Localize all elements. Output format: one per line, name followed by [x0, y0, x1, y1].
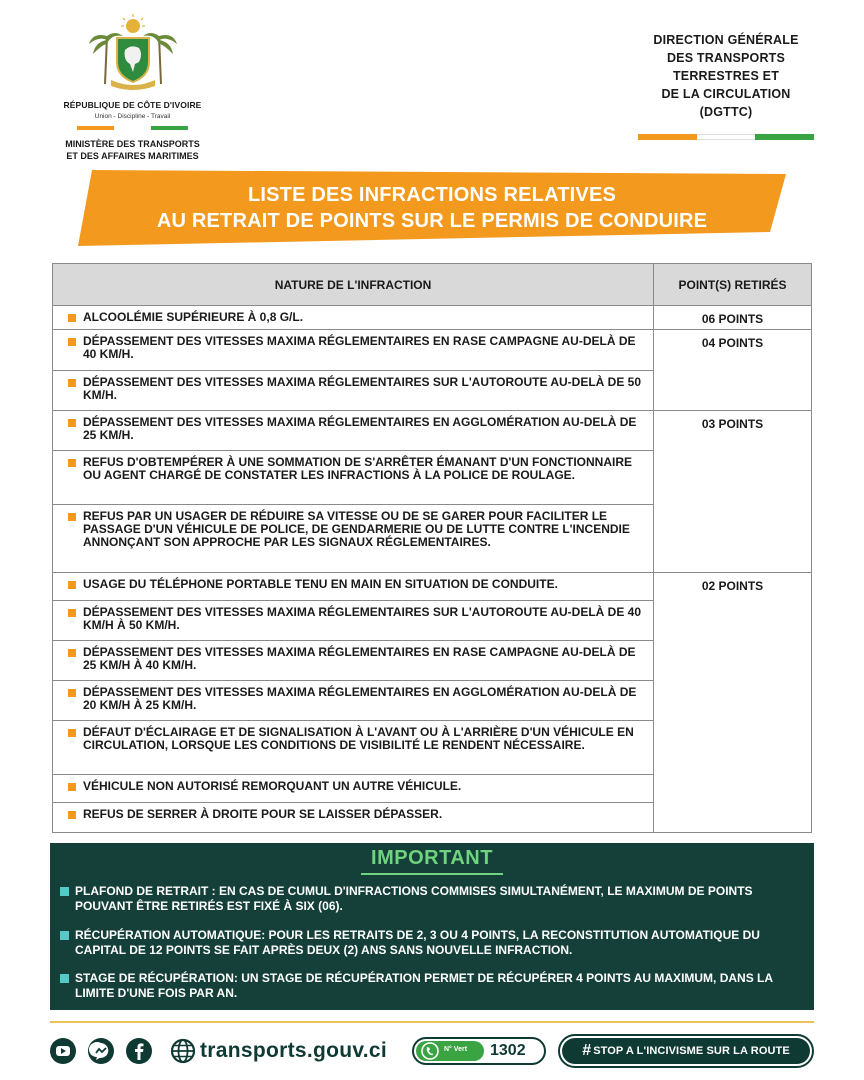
table-row — [53, 681, 653, 721]
national-motto: Union - Discipline - Travail — [94, 113, 171, 120]
points-cell — [654, 330, 811, 411]
infraction-text: DÉPASSEMENT DES VITESSES MAXIMA RÉGLEMENTAIRES EN AGGLOMÉRATION AU-DELÀ DE 25 KM/H. — [83, 415, 637, 443]
important-box — [50, 843, 814, 1010]
bullet-square-icon — [68, 379, 76, 387]
bullet-square-icon — [68, 729, 76, 737]
infraction-text: REFUS D'OBTEMPÉRER À UNE SOMMATION DE S'ARRÊTER ÉMANANT D'UN FONCTIONNAIRE OU AGENT CHARGÉ DE CONSTATER LES INFRACTIONS À LA POLICE DE ROULAGE. — [83, 455, 633, 483]
infractions-table — [52, 263, 812, 833]
table-row — [53, 573, 653, 601]
infraction-text: VÉHICULE NON AUTORISÉ REMORQUANT UN AUTRE VÉHICULE. — [83, 779, 462, 793]
hotline-label-pill — [416, 1041, 484, 1061]
direction-line: DIRECTION GÉNÉRALE — [653, 33, 799, 47]
infraction-text: DÉPASSEMENT DES VITESSES MAXIMA RÉGLEMENTAIRES EN AGGLOMÉRATION AU-DELÀ DE 20 KM/H À 25 KM/H. — [83, 685, 637, 713]
bullet-square-icon — [68, 689, 76, 697]
facebook-icon[interactable] — [126, 1038, 152, 1064]
flag-stripe — [638, 134, 814, 140]
points-cell — [654, 411, 811, 573]
points-value: 02 POINTS — [701, 579, 764, 593]
infraction-text: DÉPASSEMENT DES VITESSES MAXIMA RÉGLEMENTAIRES EN RASE CAMPAGNE AU-DELÀ DE 25 KM/H À 40 KM/H. — [83, 645, 636, 673]
important-item-label: PLAFOND DE RETRAIT : — [75, 884, 216, 898]
hotline-number: 1302 — [490, 1042, 526, 1059]
infraction-text: DÉPASSEMENT DES VITESSES MAXIMA RÉGLEMENTAIRES EN RASE CAMPAGNE AU-DELÀ DE 40 KM/H. — [83, 334, 636, 362]
flag-stripe — [77, 126, 189, 130]
points-value: 04 POINTS — [701, 336, 764, 350]
infraction-text: DÉPASSEMENT DES VITESSES MAXIMA RÉGLEMENTAIRES SUR L'AUTOROUTE AU-DELÀ DE 40 KM/H À 50 KM/H. — [83, 605, 642, 633]
points-value: 06 POINTS — [701, 312, 764, 326]
hashtag-icon: # — [582, 1042, 592, 1059]
bullet-square-icon — [60, 887, 69, 896]
hotline-badge[interactable] — [412, 1037, 546, 1065]
bullet-square-icon — [68, 581, 76, 589]
bullet-square-icon — [68, 459, 76, 467]
table-row — [53, 803, 653, 832]
bullet-square-icon — [68, 314, 76, 322]
points-value: 03 POINTS — [701, 417, 764, 431]
table-row — [53, 411, 653, 451]
header — [0, 0, 864, 165]
messenger-icon[interactable] — [88, 1038, 114, 1064]
coat-of-arms-icon — [85, 14, 181, 92]
table-row — [53, 330, 653, 371]
table-row — [53, 505, 653, 573]
table-row — [53, 306, 653, 330]
phone-icon — [420, 1041, 440, 1061]
column-header-points: POINT(S) RETIRÉS — [653, 264, 811, 306]
campaign-badge — [558, 1034, 814, 1068]
bullet-square-icon — [68, 783, 76, 791]
important-item-text — [75, 971, 797, 1001]
youtube-icon[interactable] — [50, 1038, 76, 1064]
website-link[interactable] — [170, 1038, 387, 1064]
republic-block — [50, 14, 215, 162]
campaign-pill — [562, 1038, 810, 1064]
table-row — [53, 775, 653, 803]
title-underline — [361, 873, 503, 875]
bullet-square-icon — [60, 931, 69, 940]
infraction-text: DÉPASSEMENT DES VITESSES MAXIMA RÉGLEMENTAIRES SUR L'AUTOROUTE AU-DELÀ DE 50 KM/H. — [83, 375, 642, 403]
website-url: transports.gouv.ci — [200, 1039, 388, 1062]
table-row — [53, 601, 653, 641]
direction-line: TERRESTRES ET — [672, 69, 780, 83]
table-row — [53, 721, 653, 775]
bullet-square-icon — [60, 974, 69, 983]
column-header-nature: NATURE DE L'INFRACTION — [274, 278, 432, 292]
important-item-body: EN CAS DE CUMUL D'INFRACTIONS COMMISES SIMULTANÉMENT, LE MAXIMUM DE POINTS POUVANT ÊTRE RETIRÉS EST FIXÉ À SIX (06). — [75, 884, 753, 913]
country-name: RÉPUBLIQUE DE CÔTE D'IVOIRE — [63, 100, 202, 110]
table-row — [53, 451, 653, 505]
important-title: IMPORTANT — [371, 847, 493, 869]
bullet-square-icon — [68, 649, 76, 657]
title-line-1: LISTE DES INFRACTIONS RELATIVES — [247, 184, 617, 206]
infraction-text: REFUS DE SERRER À DROITE POUR SE LAISSER DÉPASSER. — [83, 807, 443, 821]
important-item-label: STAGE DE RÉCUPÉRATION: — [75, 971, 238, 985]
direction-line: (DGTTC) — [699, 105, 753, 119]
important-item-text — [75, 884, 797, 914]
infraction-text: REFUS PAR UN USAGER DE RÉDUIRE SA VITESSE OU DE SE GARER POUR FACILITER LE PASSAGE D'UN VÉHICULE DE POLICE, DE GENDARMERIE OU DE LUTTE CONTRE L'INCENDIE ANNONÇANT SON APPROCHE PAR LES SIGNAUX RÉGLEMENTAIRES. — [83, 509, 630, 550]
direction-name — [638, 31, 814, 121]
title-banner — [78, 170, 786, 246]
infraction-text: ALCOOLÉMIE SUPÉRIEURE À 0,8 G/L. — [83, 310, 304, 324]
bullet-square-icon — [68, 513, 76, 521]
page-title — [78, 182, 786, 234]
bullet-square-icon — [68, 338, 76, 346]
important-item-label: RÉCUPÉRATION AUTOMATIQUE: — [75, 928, 266, 942]
table-row — [53, 371, 653, 411]
direction-line: DE LA CIRCULATION — [661, 87, 791, 101]
important-item-body: UN STAGE DE RÉCUPÉRATION PERMET DE RÉCUPÉRER 4 POINTS AU MAXIMUM, DANS LA LIMITE D'UNE FOIS PAR AN. — [75, 971, 773, 1000]
campaign-text: STOP A L'INCIVISME SUR LA ROUTE — [593, 1045, 790, 1057]
bullet-square-icon — [68, 419, 76, 427]
table-row — [53, 641, 653, 681]
direction-block — [638, 31, 814, 140]
infraction-text: DÉFAUT D'ÉCLAIRAGE ET DE SIGNALISATION À L'AVANT OU À L'ARRIÈRE D'UN VÉHICULE EN CIRCULATION, LORSQUE LES CONDITIONS DE VISIBILITÉ LE RENDENT NÉCESSAIRE. — [83, 725, 634, 753]
bullet-square-icon — [68, 811, 76, 819]
ministry-line-1: MINISTÈRE DES TRANSPORTS — [65, 139, 200, 149]
direction-line: DES TRANSPORTS — [666, 51, 786, 65]
ministry-name — [50, 138, 215, 162]
points-cell — [654, 306, 811, 330]
important-item-body: POUR LES RETRAITS DE 2, 3 OU 4 POINTS, LA RECONSTITUTION AUTOMATIQUE DU CAPITAL DE 12 POINTS SE FAIT APRÈS DEUX (2) ANS SANS NOUVELLE INFRACTION. — [75, 928, 760, 957]
globe-icon — [170, 1038, 196, 1064]
hotline-label: N° Vert — [444, 1046, 468, 1053]
points-cell — [654, 573, 811, 832]
infraction-text: USAGE DU TÉLÉPHONE PORTABLE TENU EN MAIN EN SITUATION DE CONDUITE. — [83, 577, 558, 591]
ministry-line-2: ET DES AFFAIRES MARITIMES — [66, 151, 199, 161]
table-header — [53, 264, 811, 306]
footer-divider — [50, 1021, 814, 1023]
important-item-text — [75, 928, 797, 958]
title-line-2: AU RETRAIT DE POINTS SUR LE PERMIS DE CONDUIRE — [156, 210, 708, 232]
bullet-square-icon — [68, 609, 76, 617]
